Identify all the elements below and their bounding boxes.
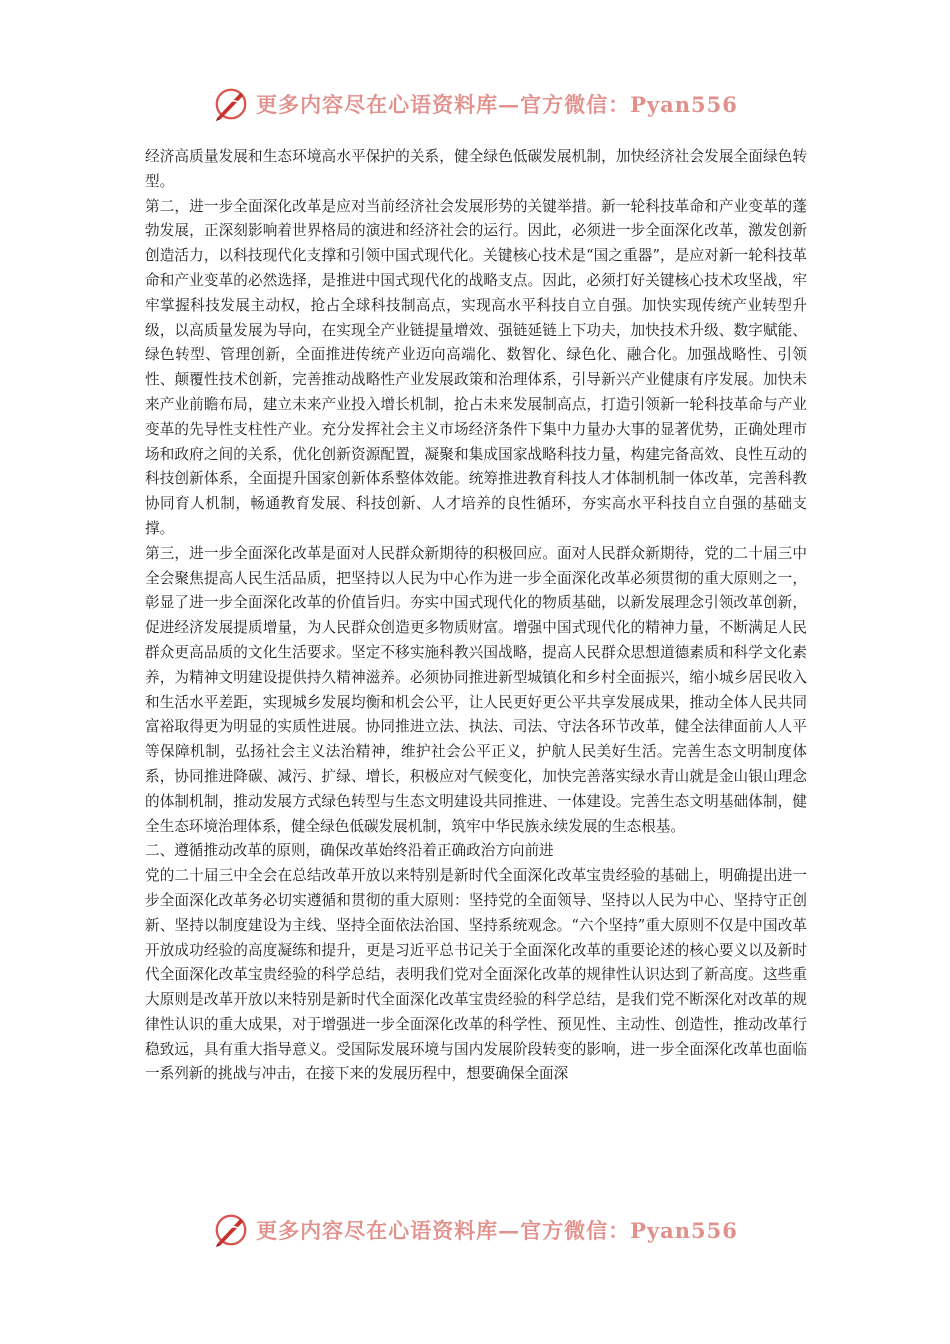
paragraph-3: 第三，进一步全面深化改革是面对人民群众新期待的积极回应。面对人民群众新期待，党的二十届三中全会聚焦提高人民生活品质，把坚持以人民为中心作为进一步全面深化改革必须贯彻的重大原则之一，彰显了进一步全面深化改革的价值旨归。夯实中国式现代化的物质基础，以新发展理念引领改革创新，促进经济发展提质增量，为人民群众创造更多物质财富。增强中国式现代化的精神力量，不断满足人民群众更高品质的文化生活要求。坚定不移实施科教兴国战略，提高人民群众思想道德素质和科学文化素养，为精神文明建设提供持久精神滋养。必须协同推进新型城镇化和乡村全面振兴，缩小城乡居民收入和生活水平差距，实现城乡发展均衡和机会公平，让人民更好更公平共享发展成果，推动全体人民共同富裕取得更为明显的实质性进展。协同推进立法、执法、司法、守法各环节改革，健全法律面前人人平等保障机制，弘扬社会主义法治精神，维护社会公平正义，护航人民美好生活。完善生态文明制度体系，协同推进降碳、减污、扩绿、增长，积极应对气候变化，加快完善落实绿水青山就是金山银山理念的体制机制，推动发展方式绿色转型与生态文明建设共同推进、一体建设。完善生态文明基础体制，健全生态环境治理体系，健全绿色低碳发展机制，筑牢中华民族永续发展的生态根基。 [145, 544, 807, 835]
document-body [145, 145, 807, 1195]
paragraph-4: 党的二十届三中全会在总结改革开放以来特别是新时代全面深化改革宝贵经验的基础上，明确提出进一步全面深化改革务必切实遵循和贯彻的重大原则：坚持党的全面领导、坚持以人民为中心、坚持守正创新、坚持以制度建设为主线、坚持全面依法治国、坚持系统观念。“六个坚持”重大原则不仅是中国改革开放成功经验的高度凝练和提升，更是习近平总书记关于全面深化改革的重要论述的核心要义以及新时代全面深化改革宝贵经验的科学总结，表明我们党对全面深化改革的规律性认识达到了新高度。这些重大原则是改革开放以来特别是新时代全面深化改革宝贵经验的科学总结，是我们党不断深化对改革的规律性认识的重大成果，对于增强进一步全面深化改革的科学性、预见性、主动性、创造性，推动改革行稳致远，具有重大指导意义。受国际发展环境与国内发展阶段转变的影响，进一步全面深化改革也面临一系列新的挑战与冲击，在接下来的发展历程中，想要确保全面深 [145, 867, 807, 1083]
header-watermark-text: 更多内容尽在心语资料库—官方微信：Pyan556 [256, 92, 738, 117]
brush-pen-icon [212, 85, 250, 123]
paragraph-2: 第二，进一步全面深化改革是应对当前经济社会发展形势的关键举措。新一轮科技革命和产业变革的蓬勃发展，正深刻影响着世界格局的演进和经济社会的运行。因此，必须进一步全面深化改革，激发创新创造活力，以科技现代化支撑和引领中国式现代化。关键核心技术是“国之重器”，是应对新一轮科技革命和产业变革的必然选择，是推进中国式现代化的战略支点。因此，必须打好关键核心技术攻坚战，牢牢掌握科技发展主动权，抢占全球科技制高点，实现高水平科技自立自强。加快实现传统产业转型升级，以高质量发展为导向，在实现全产业链提量增效、强链延链上下功夫，加快技术升级、数字赋能、绿色转型、管理创新，全面推进传统产业迈向高端化、数智化、绿色化、融合化。加强战略性、引领性、颠覆性技术创新，完善推动战略性产业发展政策和治理体系，引导新兴产业健康有序发展。加快未来产业前瞻布局，建立未来产业投入增长机制，抢占未来发展制高点，打造引领新一轮科技革命与产业变革的先导性支柱性产业。充分发挥社会主义市场经济条件下集中力量办大事的显著优势，正确处理市场和政府之间的关系，优化创新资源配置，凝聚和集成国家战略科技力量，构建完备高效、良性互动的科技创新体系，全面提升国家创新体系整体效能。统筹推进教育科技人才体制机制一体改革，完善科教协同育人机制，畅通教育发展、科技创新、人才培养的良性循环，夯实高水平科技自立自强的基础支撑。 [145, 197, 807, 537]
paragraph-1: 经济高质量发展和生态环境高水平保护的关系，健全绿色低碳发展机制，加快经济社会发展全面绿色转型。 [145, 148, 807, 190]
brush-pen-icon [212, 1211, 250, 1249]
section-heading: 二、遵循推动改革的原则，确保改革始终沿着正确政治方向前进 [145, 842, 554, 860]
footer-watermark-text: 更多内容尽在心语资料库—官方微信：Pyan556 [256, 1218, 738, 1243]
header-watermark [0, 82, 950, 126]
footer-watermark [0, 1208, 950, 1252]
